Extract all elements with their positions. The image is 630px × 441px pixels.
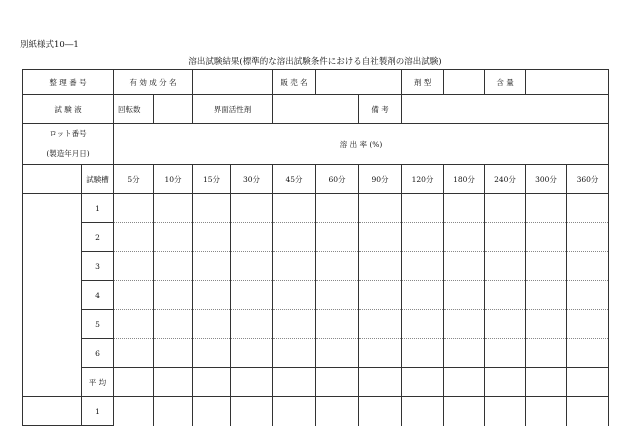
dissolution-value-cell[interactable] xyxy=(444,310,485,339)
time-point-header: 30分 xyxy=(231,165,273,194)
header-row xyxy=(23,70,609,95)
dissolution-value-cell[interactable] xyxy=(273,397,316,426)
dissolution-value-cell[interactable] xyxy=(231,252,273,281)
average-label: 平 均 xyxy=(82,368,114,397)
average-row xyxy=(23,368,609,397)
dissolution-value-cell[interactable] xyxy=(273,223,316,252)
dissolution-value-cell[interactable] xyxy=(316,339,359,368)
dissolution-value-cell[interactable] xyxy=(485,281,526,310)
average-value-cell[interactable] xyxy=(231,368,273,397)
average-value-cell[interactable] xyxy=(114,368,154,397)
dissolution-value-cell[interactable] xyxy=(114,281,154,310)
vessel-number: 1 xyxy=(82,397,114,426)
time-point-header: 10分 xyxy=(154,165,193,194)
dissolution-value-cell[interactable] xyxy=(316,252,359,281)
dissolution-value-cell[interactable] xyxy=(444,223,485,252)
content-field[interactable] xyxy=(526,70,609,95)
dissolution-value-cell[interactable] xyxy=(567,397,609,426)
dissolution-value-cell[interactable] xyxy=(273,310,316,339)
dissolution-value-cell[interactable] xyxy=(359,252,402,281)
dissolution-value-cell[interactable] xyxy=(114,252,154,281)
test-conditions-row xyxy=(23,95,609,124)
dissolution-value-cell[interactable] xyxy=(359,397,402,426)
next-lot-entry-cell[interactable] xyxy=(23,397,82,426)
time-point-header: 180分 xyxy=(444,165,485,194)
form-id: 別紙様式10―1 xyxy=(20,40,79,50)
dissolution-value-cell[interactable] xyxy=(444,194,485,223)
test-fluid-label: 試 験 液 xyxy=(23,95,114,124)
next-lot-vessel-row xyxy=(23,397,609,426)
dissolution-value-cell[interactable] xyxy=(193,223,231,252)
average-value-cell[interactable] xyxy=(193,368,231,397)
dissolution-value-cell[interactable] xyxy=(316,281,359,310)
vessel-number: 3 xyxy=(82,252,114,281)
dosage-form-label: 剤 型 xyxy=(402,70,444,95)
lot-continuation-cell xyxy=(23,165,82,194)
dissolution-value-cell[interactable] xyxy=(485,339,526,368)
mfg-date-label: (製造年月日) xyxy=(46,149,90,158)
vessel-row xyxy=(23,194,609,223)
dissolution-value-cell[interactable] xyxy=(485,223,526,252)
lot-entry-cell[interactable] xyxy=(23,194,82,397)
brand-name-field[interactable] xyxy=(316,70,402,95)
dissolution-value-cell[interactable] xyxy=(402,252,444,281)
dissolution-value-cell[interactable] xyxy=(154,310,193,339)
dissolution-value-cell[interactable] xyxy=(444,281,485,310)
time-point-header: 300分 xyxy=(526,165,567,194)
dissolution-value-cell[interactable] xyxy=(154,223,193,252)
dissolution-value-cell[interactable] xyxy=(154,194,193,223)
dissolution-value-cell[interactable] xyxy=(231,223,273,252)
dissolution-value-cell[interactable] xyxy=(444,397,485,426)
vessel-row xyxy=(23,281,609,310)
dissolution-value-cell[interactable] xyxy=(114,223,154,252)
dissolution-value-cell[interactable] xyxy=(316,310,359,339)
average-value-cell[interactable] xyxy=(444,368,485,397)
dissolution-value-cell[interactable] xyxy=(231,281,273,310)
dissolution-value-cell[interactable] xyxy=(359,281,402,310)
dissolution-header-row xyxy=(23,124,609,165)
vessel-label: 試験槽 xyxy=(82,165,114,194)
surfactant-field[interactable] xyxy=(273,95,359,124)
lot-label-cell xyxy=(23,124,114,165)
dissolution-value-cell[interactable] xyxy=(273,339,316,368)
dissolution-value-cell[interactable] xyxy=(567,194,609,223)
average-value-cell[interactable] xyxy=(567,368,609,397)
dissolution-value-cell[interactable] xyxy=(444,252,485,281)
dosage-form-field[interactable] xyxy=(444,70,485,95)
dissolution-value-cell[interactable] xyxy=(273,281,316,310)
time-point-header: 360分 xyxy=(567,165,609,194)
time-point-header: 90分 xyxy=(359,165,402,194)
document-title: 溶出試験結果(標準的な溶出試験条件における自社製剤の溶出試験) xyxy=(188,57,442,67)
average-value-cell[interactable] xyxy=(273,368,316,397)
dissolution-value-cell[interactable] xyxy=(567,281,609,310)
dissolution-value-cell[interactable] xyxy=(154,397,193,426)
dissolution-value-cell[interactable] xyxy=(485,194,526,223)
dissolution-value-cell[interactable] xyxy=(114,194,154,223)
dissolution-value-cell[interactable] xyxy=(193,252,231,281)
dissolution-value-cell[interactable] xyxy=(402,397,444,426)
remarks-label: 備 考 xyxy=(359,95,402,124)
dissolution-value-cell[interactable] xyxy=(567,223,609,252)
dissolution-value-cell[interactable] xyxy=(402,339,444,368)
dissolution-value-cell[interactable] xyxy=(485,397,526,426)
dissolution-value-cell[interactable] xyxy=(154,281,193,310)
dissolution-value-cell[interactable] xyxy=(567,310,609,339)
dissolution-value-cell[interactable] xyxy=(273,252,316,281)
vessel-number: 1 xyxy=(82,194,114,223)
vessel-row xyxy=(23,223,609,252)
average-value-cell[interactable] xyxy=(526,368,567,397)
dissolution-value-cell[interactable] xyxy=(114,339,154,368)
dissolution-value-cell[interactable] xyxy=(273,194,316,223)
vessel-number: 2 xyxy=(82,223,114,252)
dissolution-value-cell[interactable] xyxy=(231,310,273,339)
dissolution-value-cell[interactable] xyxy=(193,339,231,368)
dissolution-value-cell[interactable] xyxy=(485,310,526,339)
time-point-header: 120分 xyxy=(402,165,444,194)
vessel-row xyxy=(23,339,609,368)
dissolution-value-cell[interactable] xyxy=(193,194,231,223)
time-points-row xyxy=(23,165,609,194)
vessel-row xyxy=(23,252,609,281)
dissolution-value-cell[interactable] xyxy=(359,194,402,223)
vessel-number: 4 xyxy=(82,281,114,310)
dissolution-value-cell[interactable] xyxy=(316,397,359,426)
active-ingredient-field[interactable] xyxy=(193,70,273,95)
dissolution-value-cell[interactable] xyxy=(154,252,193,281)
dissolution-value-cell[interactable] xyxy=(359,223,402,252)
lot-no-label: ロット番号 xyxy=(49,129,87,138)
management-no-label: 整 理 番 号 xyxy=(23,70,114,95)
dissolution-value-cell[interactable] xyxy=(231,339,273,368)
dissolution-value-cell[interactable] xyxy=(193,397,231,426)
average-value-cell[interactable] xyxy=(359,368,402,397)
dissolution-value-cell[interactable] xyxy=(231,194,273,223)
dissolution-value-cell[interactable] xyxy=(526,223,567,252)
rotation-field[interactable] xyxy=(154,95,193,124)
dissolution-value-cell[interactable] xyxy=(316,194,359,223)
dissolution-value-cell[interactable] xyxy=(567,252,609,281)
time-point-header: 240分 xyxy=(485,165,526,194)
dissolution-value-cell[interactable] xyxy=(402,223,444,252)
average-value-cell[interactable] xyxy=(316,368,359,397)
dissolution-value-cell[interactable] xyxy=(526,252,567,281)
dissolution-value-cell[interactable] xyxy=(359,339,402,368)
vessel-row xyxy=(23,310,609,339)
dissolution-value-cell[interactable] xyxy=(359,310,402,339)
dissolution-value-cell[interactable] xyxy=(402,194,444,223)
rotation-label: 回転数 xyxy=(114,95,154,124)
dissolution-value-cell[interactable] xyxy=(154,339,193,368)
time-point-header: 15分 xyxy=(193,165,231,194)
dissolution-value-cell[interactable] xyxy=(485,252,526,281)
dissolution-value-cell[interactable] xyxy=(526,194,567,223)
dissolution-value-cell[interactable] xyxy=(402,310,444,339)
dissolution-value-cell[interactable] xyxy=(193,281,231,310)
remarks-field[interactable] xyxy=(402,95,609,124)
dissolution-rate-label: 溶 出 率 (%) xyxy=(114,124,609,165)
dissolution-value-cell[interactable] xyxy=(526,339,567,368)
dissolution-table xyxy=(22,69,609,426)
vessel-number: 5 xyxy=(82,310,114,339)
dissolution-value-cell[interactable] xyxy=(114,397,154,426)
average-value-cell[interactable] xyxy=(485,368,526,397)
dissolution-value-cell[interactable] xyxy=(526,397,567,426)
dissolution-value-cell[interactable] xyxy=(193,310,231,339)
brand-name-label: 販 売 名 xyxy=(273,70,316,95)
dissolution-value-cell[interactable] xyxy=(316,223,359,252)
dissolution-value-cell[interactable] xyxy=(526,310,567,339)
dissolution-value-cell[interactable] xyxy=(567,339,609,368)
dissolution-value-cell[interactable] xyxy=(231,397,273,426)
time-point-header: 5分 xyxy=(114,165,154,194)
dissolution-value-cell[interactable] xyxy=(402,281,444,310)
time-point-header: 60分 xyxy=(316,165,359,194)
average-value-cell[interactable] xyxy=(402,368,444,397)
average-value-cell[interactable] xyxy=(154,368,193,397)
surfactant-label: 界面活性剤 xyxy=(193,95,273,124)
dissolution-value-cell[interactable] xyxy=(526,281,567,310)
dissolution-value-cell[interactable] xyxy=(444,339,485,368)
vessel-number: 6 xyxy=(82,339,114,368)
dissolution-value-cell[interactable] xyxy=(114,310,154,339)
time-point-header: 45分 xyxy=(273,165,316,194)
content-label: 含 量 xyxy=(485,70,526,95)
active-ingredient-label: 有 効 成 分 名 xyxy=(114,70,193,95)
